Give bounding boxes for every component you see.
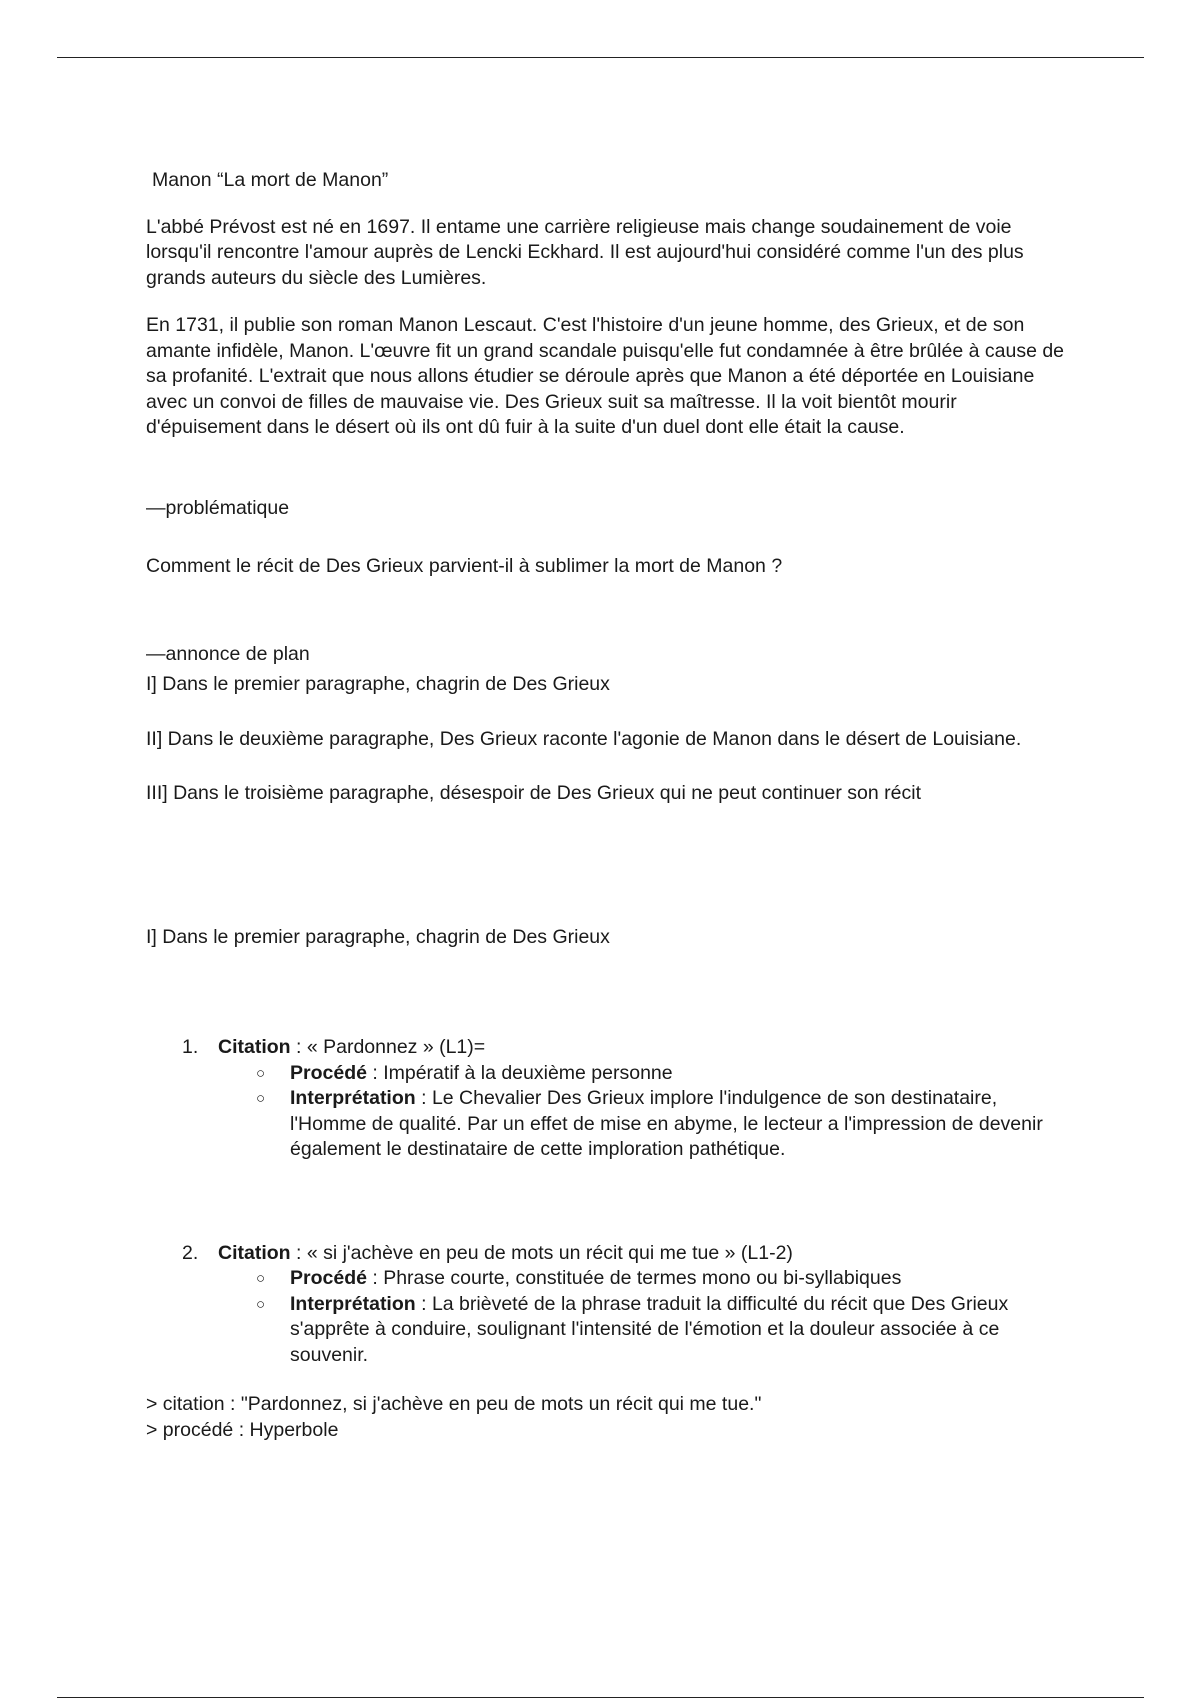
- analysis-sublist: [218, 1266, 1066, 1368]
- header-rule: [57, 57, 1144, 58]
- analysis-sublist: [218, 1061, 1066, 1163]
- procede-label: Procédé: [290, 1267, 367, 1289]
- intro-paragraph-1: L'abbé Prévost est né en 1697. Il entame une carrière religieuse mais change soudainement de voie lorsqu'il rencontre l'amour auprès de Lencki Eckhard. Il est aujourd'hui considéré comme l'un des plus grands auteurs du siècle des Lumières.: [146, 215, 1024, 289]
- interpretation-label: Interprétation: [290, 1292, 416, 1315]
- hollow-bullet-icon: ○: [256, 1270, 266, 1287]
- procede-text: : Phrase courte, constituée de termes mono ou bi-syllabiques: [366, 1267, 902, 1289]
- interpretation-label: Interprétation: [290, 1087, 416, 1109]
- note-citation: > citation : "Pardonnez, si j'achève en peu de mots un récit qui me tue.": [146, 1393, 762, 1415]
- item-number: 2.: [182, 1241, 199, 1264]
- analysis-item: [146, 1241, 1066, 1369]
- interpretation-text: : Le Chevalier Des Grieux implore l'indulgence de son destinataire, l'Homme de qualité. Par un effet de mise en abyme, le lecteur a l'impression de devenir également le destinataire de cette imploration pathétique.: [290, 1087, 1043, 1160]
- plan-item-1: I] Dans le premier paragraphe, chagrin de Des Grieux: [146, 673, 610, 695]
- document-title: Manon “La mort de Manon”: [152, 169, 389, 191]
- citation-label: Citation: [218, 1036, 291, 1058]
- hollow-bullet-icon: ○: [256, 1090, 266, 1107]
- plan-item-3: III] Dans le troisième paragraphe, désespoir de Des Grieux qui ne peut continuer son récit: [146, 782, 922, 804]
- interpretation-entry: [218, 1292, 1066, 1369]
- citation-label: Citation: [218, 1241, 291, 1264]
- note-procede: > procédé : Hyperbole: [146, 1418, 339, 1441]
- procede-entry: [218, 1266, 1066, 1292]
- hollow-bullet-icon: ○: [256, 1295, 266, 1313]
- citation-text: : « Pardonnez » (L1)=: [290, 1036, 486, 1058]
- analysis-list-2: [146, 1241, 1066, 1369]
- interpretation-entry: [218, 1086, 1066, 1163]
- hollow-bullet-icon: ○: [256, 1064, 266, 1082]
- procede-label: Procédé: [290, 1061, 367, 1084]
- analysis-item: [146, 1035, 1066, 1163]
- interpretation-text: : La brièveté de la phrase traduit la difficulté du récit que Des Grieux s'apprête à conduire, soulignant l'intensité de l'émotion et la douleur associée à ce souvenir.: [290, 1292, 1009, 1366]
- citation-text: : « si j'achève en peu de mots un récit qui me tue » (L1-2): [290, 1241, 793, 1264]
- analysis-list-1: [146, 1035, 1066, 1163]
- problematique-text: Comment le récit de Des Grieux parvient-il à sublimer la mort de Manon ?: [146, 555, 783, 577]
- problematique-heading: —problématique: [146, 496, 290, 519]
- section-1-heading: I] Dans le premier paragraphe, chagrin de Des Grieux: [146, 925, 610, 948]
- plan-heading: —annonce de plan: [146, 642, 310, 665]
- document-body: [146, 168, 1066, 1443]
- intro-paragraph-2: En 1731, il publie son roman Manon Lescaut. C'est l'histoire d'un jeune homme, des Grieux, et de son amante infidèle, Manon. L'œuvre fit un grand scandale puisqu'elle fut condamnée à être brûlée à cause de sa profanité. L'extrait que nous allons étudier se déroule après que Manon a été déportée en Louisiane avec un convoi de filles de mauvaise vie. Des Grieux suit sa maîtresse. Il la voit bientôt mourir d'épuisement dans le désert où ils ont dû fuir à la suite d'un duel dont elle était la cause.: [146, 314, 1065, 438]
- procede-text: : Impératif à la deuxième personne: [366, 1061, 673, 1084]
- plan-item-2: II] Dans le deuxième paragraphe, Des Grieux raconte l'agonie de Manon dans le désert de Louisiane.: [146, 727, 1022, 750]
- footer-rule: [57, 1697, 1144, 1698]
- item-number: 1.: [182, 1036, 199, 1058]
- procede-entry: [218, 1061, 1066, 1087]
